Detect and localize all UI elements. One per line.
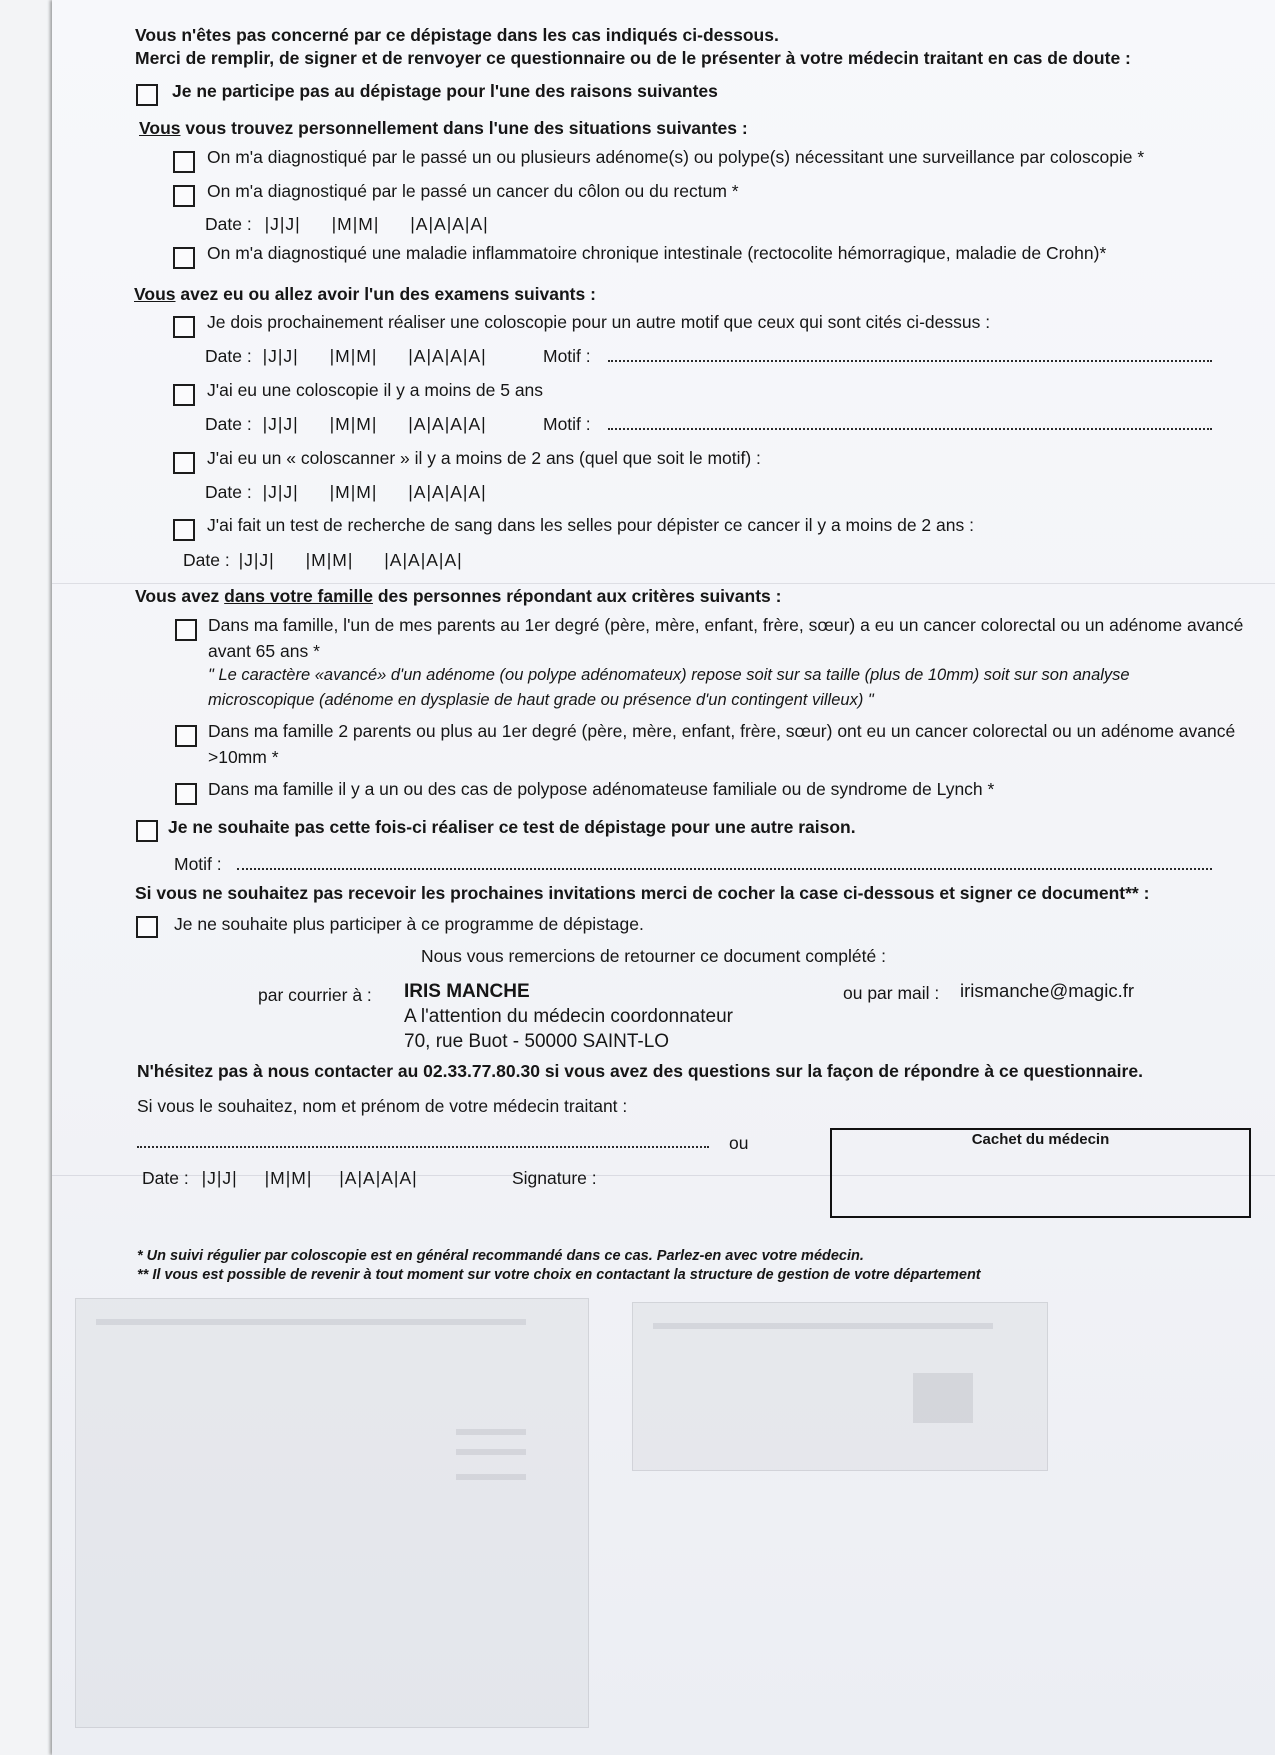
return-thanks: Nous vous remercions de retourner ce document complété :	[421, 946, 886, 966]
checkbox-ibd[interactable]	[173, 247, 195, 269]
family-item-2-line-2: >10mm *	[208, 747, 279, 767]
checkbox-colonoscopy-5y[interactable]	[173, 384, 195, 406]
checkbox-not-participating[interactable]	[136, 84, 158, 106]
family-item-2-line-1: Dans ma famille 2 parents ou plus au 1er degré (père, mère, enfant, frère, sœur) ont eu un cancer colorectal ou un adénome avancé	[208, 721, 1236, 741]
no-invites-option: Je ne souhaite plus participer à ce programme de dépistage.	[174, 914, 644, 934]
checkbox-cancer-history[interactable]	[173, 185, 195, 207]
paper-fold	[52, 583, 1275, 584]
checkbox-family-1st-degree[interactable]	[175, 619, 197, 641]
intro-line-2: Merci de remplir, de signer et de renvoyer ce questionnaire ou de le présenter à votre médecin traitant en cas de doute :	[135, 48, 1131, 68]
checkbox-planned-colonoscopy[interactable]	[173, 316, 195, 338]
date-field[interactable]: Date : |J|J| |M|M| |A|A|A|A|	[205, 214, 489, 234]
date-year: |A|A|A|A|	[408, 346, 487, 366]
motif-label: Motif :	[543, 414, 591, 434]
org-address: 70, rue Buot - 50000 SAINT-LO	[404, 1031, 670, 1052]
date-day: |J|J|	[238, 550, 275, 570]
section-exams-title: Vous avez eu ou allez avoir l'un des examens suivants :	[134, 284, 596, 304]
date-day: |J|J|	[262, 482, 299, 502]
date-day: |J|J|	[264, 214, 301, 234]
date-month: |M|M|	[329, 346, 378, 366]
section-family-title: Vous avez dans votre famille des personnes répondant aux critères suivants :	[135, 586, 782, 606]
family-note-line-2: microscopique (adénome en dysplasie de haut grade ou présence d'un contingent villeux) "	[208, 691, 874, 709]
org-name: IRIS MANCHE	[404, 981, 530, 1002]
family-item-1-line-1: Dans ma famille, l'un de mes parents au 1er degré (père, mère, enfant, frère, sœur) a eu un cancer colorectal ou un adénome avancé	[208, 615, 1244, 635]
family-item-3: Dans ma famille il y a un ou des cas de polypose adénomateuse familiale ou de syndrome de Lynch *	[208, 779, 995, 799]
courier-label: par courrier à :	[258, 985, 372, 1005]
signature-date-field[interactable]: Date : |J|J| |M|M| |A|A|A|A|	[142, 1168, 418, 1188]
personal-item-1: On m'a diagnostiqué par le passé un ou plusieurs adénome(s) ou polype(s) nécessitant une surveillance par coloscopie *	[207, 147, 1145, 167]
exam-item-1: Je dois prochainement réaliser une coloscopie pour un autre motif que ceux qui sont cités ci-dessus :	[207, 312, 991, 332]
date-field[interactable]: Date : |J|J| |M|M| |A|A|A|A|	[205, 414, 487, 434]
org-attn: A l'attention du médecin coordonnateur	[404, 1006, 733, 1027]
doctor-name-input[interactable]	[137, 1146, 709, 1148]
date-month: |M|M|	[331, 214, 380, 234]
doctor-stamp-box[interactable]	[830, 1128, 1251, 1218]
footnote-1: * Un suivi régulier par coloscopie est en général recommandé dans ce cas. Parlez-en avec votre médecin.	[137, 1248, 864, 1264]
checkbox-family-2-parents[interactable]	[175, 725, 197, 747]
checkbox-blood-test[interactable]	[173, 519, 195, 541]
doctor-prompt: Si vous le souhaitez, nom et prénom de votre médecin traitant :	[137, 1096, 628, 1116]
date-year: |A|A|A|A|	[384, 550, 463, 570]
bleed-through-panel-right	[632, 1302, 1048, 1471]
checkbox-adenoma-history[interactable]	[173, 151, 195, 173]
contact-email[interactable]: irismanche@magic.fr	[960, 980, 1135, 1001]
date-field[interactable]: Date : |J|J| |M|M| |A|A|A|A|	[205, 346, 487, 366]
bleed-through-panel-left	[75, 1298, 589, 1728]
date-year: |A|A|A|A|	[408, 482, 487, 502]
section-personal-title: Vous vous trouvez personnellement dans l'une des situations suivantes :	[139, 118, 748, 138]
motif-label: Motif :	[543, 346, 591, 366]
date-year: |A|A|A|A|	[339, 1168, 418, 1188]
date-month: |M|M|	[329, 482, 378, 502]
date-month: |M|M|	[305, 550, 354, 570]
date-field[interactable]: Date : |J|J| |M|M| |A|A|A|A|	[183, 550, 463, 570]
date-year: |A|A|A|A|	[410, 214, 489, 234]
motif-label: Motif :	[174, 854, 222, 874]
footnote-2: ** Il vous est possible de revenir à tout moment sur votre choix en contactant la structure de gestion de votre département	[137, 1267, 981, 1283]
checkbox-family-lynch[interactable]	[175, 783, 197, 805]
personal-item-2: On m'a diagnostiqué par le passé un cancer du côlon ou du rectum *	[207, 181, 739, 201]
other-reason-motif-input[interactable]	[237, 868, 1212, 870]
checkbox-no-more-invites[interactable]	[136, 916, 158, 938]
date-day: |J|J|	[201, 1168, 238, 1188]
or-label: ou	[729, 1133, 749, 1153]
exam-item-2: J'ai eu une coloscopie il y a moins de 5 ans	[207, 380, 544, 400]
date-day: |J|J|	[262, 414, 299, 434]
date-month: |M|M|	[264, 1168, 313, 1188]
date-month: |M|M|	[329, 414, 378, 434]
stamp-label: Cachet du médecin	[971, 1131, 1110, 1148]
no-invites-title: Si vous ne souhaitez pas recevoir les prochaines invitations merci de cocher la case ci-dessous et signer ce document** :	[135, 883, 1150, 903]
exam-item-4: J'ai fait un test de recherche de sang dans les selles pour dépister ce cancer il y a moins de 2 ans :	[207, 515, 974, 535]
checkbox-other-reason[interactable]	[136, 820, 158, 842]
date-year: |A|A|A|A|	[408, 414, 487, 434]
date-day: |J|J|	[262, 346, 299, 366]
signature-label: Signature :	[512, 1168, 597, 1188]
opt-out-main-label: Je ne participe pas au dépistage pour l'une des raisons suivantes	[172, 81, 718, 101]
checkbox-coloscanner[interactable]	[173, 452, 195, 474]
personal-item-3: On m'a diagnostiqué une maladie inflammatoire chronique intestinale (rectocolite hémorragique, maladie de Crohn)*	[207, 243, 1107, 263]
motif-input[interactable]	[608, 428, 1212, 430]
family-note-line-1: " Le caractère «avancé» d'un adénome (ou polype adénomateux) repose soit sur sa taille (plus de 10mm) soit sur son analyse	[208, 666, 1130, 684]
family-item-1-line-2: avant 65 ans *	[208, 641, 320, 661]
mail-label: ou par mail :	[843, 983, 940, 1003]
motif-input[interactable]	[608, 360, 1212, 362]
date-field[interactable]: Date : |J|J| |M|M| |A|A|A|A|	[205, 482, 487, 502]
intro-line-1: Vous n'êtes pas concerné par ce dépistage dans les cas indiqués ci-dessous.	[135, 25, 779, 45]
exam-item-3: J'ai eu un « coloscanner » il y a moins de 2 ans (quel que soit le motif) :	[207, 448, 761, 468]
other-reason-label: Je ne souhaite pas cette fois-ci réaliser ce test de dépistage pour une autre raison.	[168, 817, 856, 837]
contact-phone-line: N'hésitez pas à nous contacter au 02.33.77.80.30 si vous avez des questions sur la façon de répondre à ce questionnaire.	[137, 1061, 1143, 1081]
